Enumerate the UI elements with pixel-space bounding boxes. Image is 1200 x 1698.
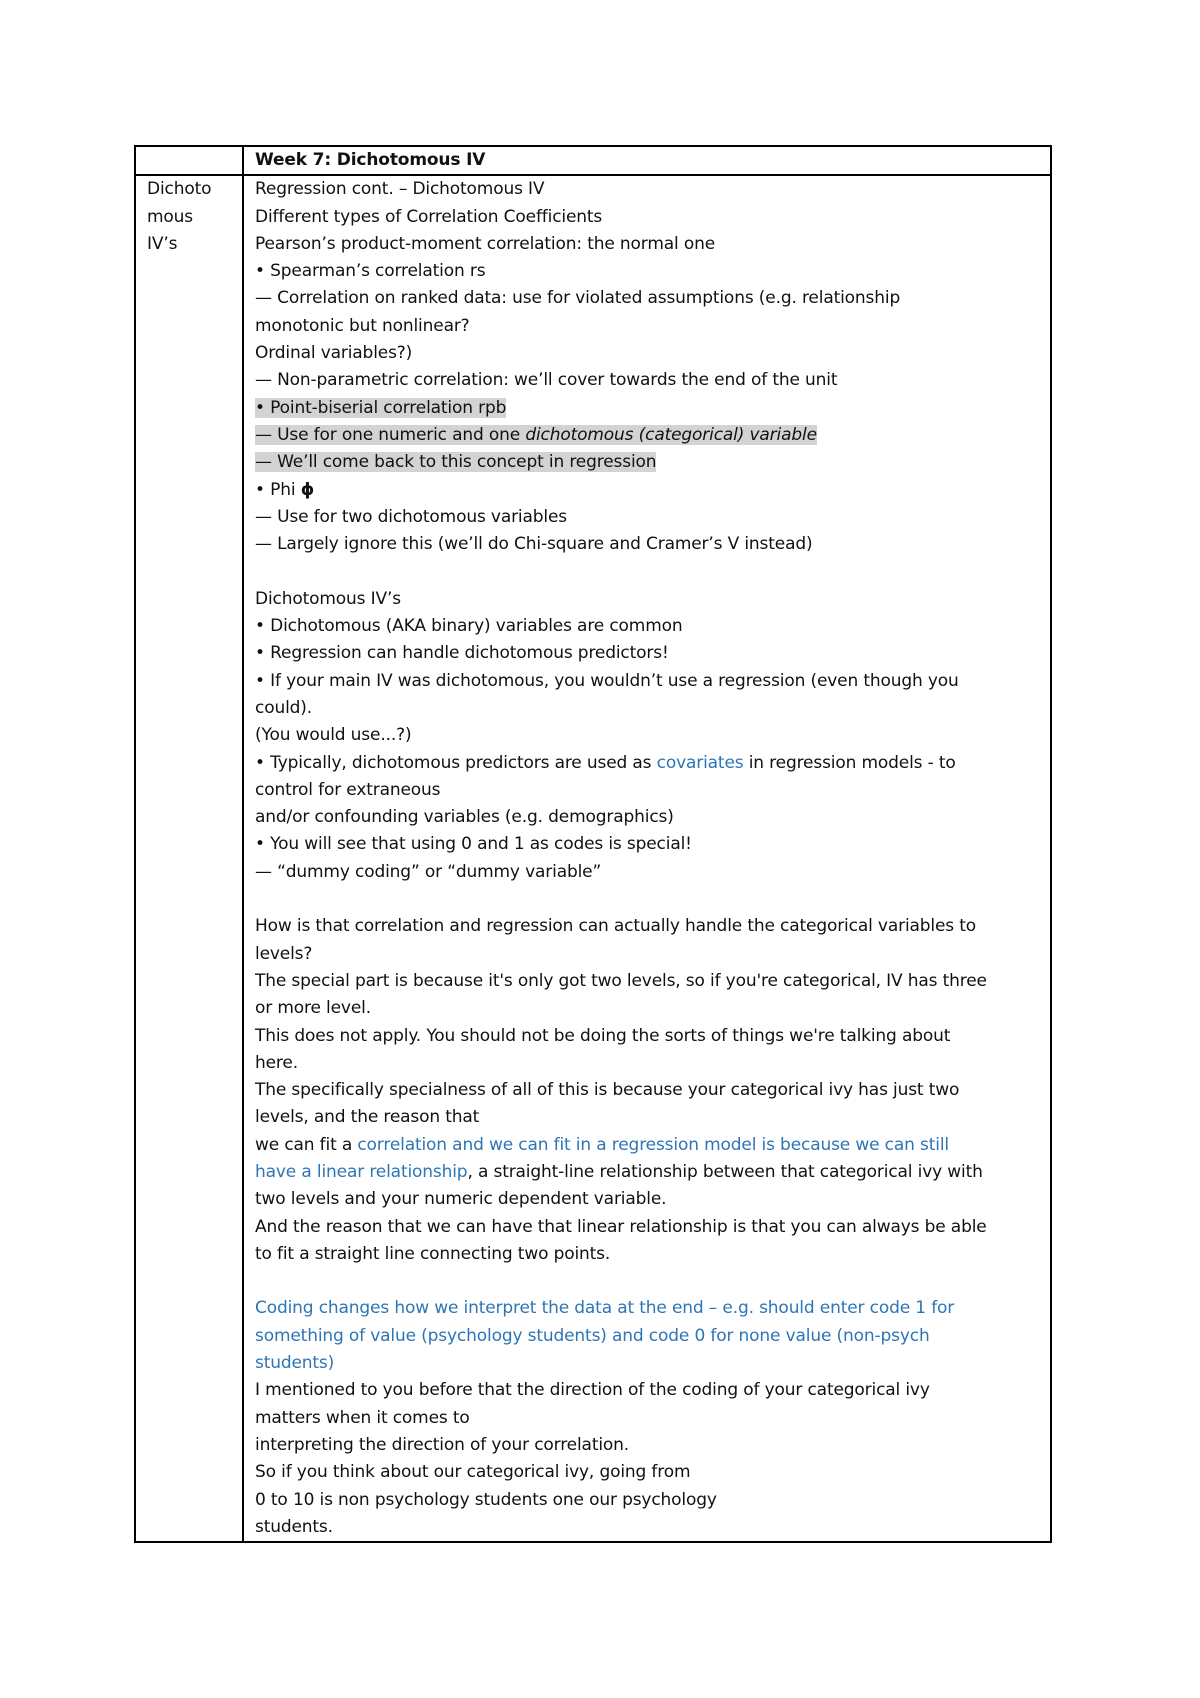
text-span: — Use for one numeric and one	[255, 424, 526, 445]
notes-line: interpreting the direction of your correlation.	[255, 1434, 630, 1455]
text-span: • Typically, dichotomous predictors are used as	[255, 752, 657, 773]
notes-body-cell	[243, 175, 1051, 1542]
notes-line	[255, 750, 1050, 777]
notes-line: or more level.	[255, 998, 371, 1019]
text-span: , a straight-line relationship between that categorical ivy with	[467, 1161, 983, 1182]
topic-label-line: mous	[147, 206, 193, 227]
notes-line: • Regression can handle dichotomous predictors!	[255, 643, 669, 664]
notes-line	[255, 1132, 1050, 1159]
text-span: • Phi	[255, 479, 301, 500]
blank-line	[255, 1268, 1050, 1295]
notes-line-highlighted	[255, 449, 1050, 476]
content-row	[135, 175, 1051, 1542]
notes-line-highlighted	[255, 422, 1050, 449]
header-title: Week 7: Dichotomous IV	[243, 146, 1051, 175]
notes-line: Pearson’s product-moment correlation: the normal one	[255, 233, 716, 254]
header-empty-cell	[135, 146, 243, 175]
notes-line: — Correlation on ranked data: use for violated assumptions (e.g. relationship	[255, 288, 901, 309]
notes-line: • Dichotomous (AKA binary) variables are common	[255, 616, 683, 637]
notes-line-highlighted	[255, 395, 1050, 422]
text-span: we can fit a	[255, 1134, 358, 1155]
notes-line: Ordinal variables?)	[255, 343, 413, 364]
blank-line	[255, 558, 1050, 585]
blue-text-span: covariates	[656, 752, 744, 773]
topic-label-line: IV’s	[147, 233, 178, 254]
notes-line: and/or confounding variables (e.g. demographics)	[255, 807, 674, 828]
notes-table	[134, 145, 1052, 1543]
notes-line: — Largely ignore this (we’ll do Chi-square and Cramer’s V instead)	[255, 534, 813, 555]
topic-label-line: Dichoto	[147, 179, 212, 200]
notes-line: levels?	[255, 943, 313, 964]
notes-line: students.	[255, 1516, 333, 1537]
notes-line: two levels and your numeric dependent variable.	[255, 1189, 667, 1210]
notes-line: to fit a straight line connecting two points.	[255, 1243, 611, 1264]
notes-line: matters when it comes to	[255, 1407, 470, 1428]
notes-line: Different types of Correlation Coefficients	[255, 206, 603, 227]
italic-span: dichotomous (categorical) variable	[525, 424, 817, 445]
notes-line: levels, and the reason that	[255, 1107, 480, 1128]
notes-line-blue: something of value (psychology students) and code 0 for none value (non-psych	[255, 1325, 930, 1346]
notes-line: here.	[255, 1052, 298, 1073]
notes-line: — Non-parametric correlation: we’ll cover towards the end of the unit	[255, 370, 838, 391]
notes-line: control for extraneous	[255, 779, 441, 800]
notes-line: 0 to 10 is non psychology students one our psychology	[255, 1489, 717, 1510]
notes-line	[255, 1159, 1050, 1186]
highlight-span	[255, 425, 817, 445]
notes-line: I mentioned to you before that the direction of the coding of your categorical ivy	[255, 1380, 930, 1401]
notes-line-blue: Coding changes how we interpret the data at the end – e.g. should enter code 1 for	[255, 1298, 955, 1319]
topic-label-cell	[135, 175, 243, 1542]
notes-line: This does not apply. You should not be doing the sorts of things we're talking about	[255, 1025, 951, 1046]
notes-line: • You will see that using 0 and 1 as codes is special!	[255, 834, 692, 855]
notes-line-blue: students)	[255, 1353, 335, 1374]
notes-line: How is that correlation and regression can actually handle the categorical variables to	[255, 916, 977, 937]
notes-line: Dichotomous IV’s	[255, 588, 401, 609]
blue-text-span: have a linear relationship	[255, 1161, 468, 1182]
notes-line: And the reason that we can have that linear relationship is that you can always be able	[255, 1216, 987, 1237]
blank-line	[255, 886, 1050, 913]
header-row	[135, 146, 1051, 175]
notes-line	[255, 477, 1050, 504]
text-span: in regression models - to	[743, 752, 956, 773]
notes-line: So if you think about our categorical ivy, going from	[255, 1462, 691, 1483]
notes-line: • If your main IV was dichotomous, you wouldn’t use a regression (even though you	[255, 670, 959, 691]
notes-line: The specifically specialness of all of this is because your categorical ivy has just two	[255, 1080, 960, 1101]
notes-line: monotonic but nonlinear?	[255, 315, 470, 336]
notes-line: could).	[255, 697, 313, 718]
notes-line: — Use for two dichotomous variables	[255, 506, 568, 527]
highlight-span: — We’ll come back to this concept in regression	[255, 452, 657, 473]
notes-line: — “dummy coding” or “dummy variable”	[255, 861, 602, 882]
notes-line: • Spearman’s correlation rs	[255, 261, 486, 282]
notes-line: (You would use...?)	[255, 725, 412, 746]
highlight-span: • Point-biserial correlation rpb	[255, 397, 507, 418]
blue-text-span: correlation and we can fit in a regression model is because we can still	[357, 1134, 949, 1155]
phi-symbol: ϕ	[300, 479, 315, 500]
notes-line: The special part is because it's only got two levels, so if you're categorical, IV has three	[255, 970, 987, 991]
notes-line: Regression cont. – Dichotomous IV	[255, 179, 545, 200]
